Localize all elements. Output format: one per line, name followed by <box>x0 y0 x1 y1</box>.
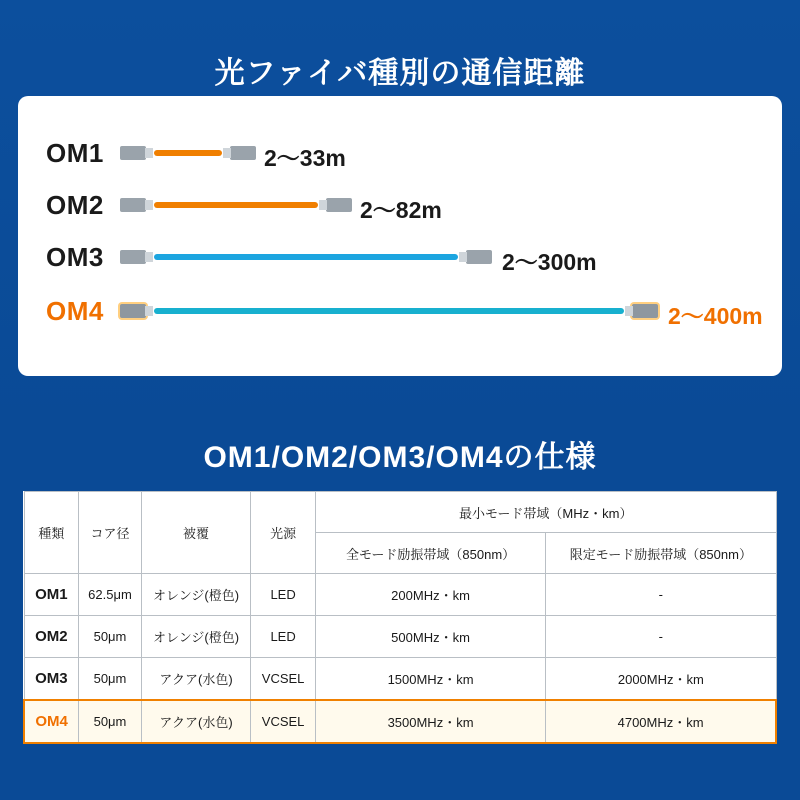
header-coating: 被覆 <box>141 492 250 574</box>
cable-wire <box>154 202 318 208</box>
connector-right-icon <box>632 304 658 318</box>
cell-coating: アクア(水色) <box>141 658 250 701</box>
spec-table-title: OM1/OM2/OM3/OM4の仕様 <box>203 441 597 474</box>
cell-type: OM1 <box>24 574 79 616</box>
cable-row-om3 <box>18 232 782 282</box>
connector-left-icon <box>120 304 146 318</box>
cell-source: LED <box>251 616 316 658</box>
cell-core: 50μm <box>79 616 142 658</box>
cable-row-label: OM4 <box>46 296 104 326</box>
cell-core: 62.5μm <box>79 574 142 616</box>
cell-band-full: 3500MHz・km <box>315 700 545 743</box>
cell-coating: オレンジ(橙色) <box>141 574 250 616</box>
cable-wire <box>154 308 624 314</box>
cable-graphic-om1 <box>120 142 256 164</box>
table-row <box>24 658 776 701</box>
cell-coating: オレンジ(橙色) <box>141 616 250 658</box>
cell-type: OM2 <box>24 616 79 658</box>
spec-table-body <box>24 574 776 744</box>
cable-graphic-om3 <box>120 246 492 268</box>
header-type: 種類 <box>24 492 79 574</box>
cable-graphic-om2 <box>120 194 352 216</box>
spec-table <box>23 491 777 744</box>
spec-table-head <box>24 492 776 574</box>
cell-core: 50μm <box>79 700 142 743</box>
cell-source: LED <box>251 574 316 616</box>
header-core: コア径 <box>79 492 142 574</box>
header-band-full: 全モード励振帯域（850nm） <box>315 533 545 574</box>
table-header-row <box>24 492 776 533</box>
cable-row-value: 2～400m <box>668 303 763 329</box>
table-row <box>24 616 776 658</box>
cable-row-value: 2～300m <box>502 249 597 275</box>
connector-left-icon <box>120 198 146 212</box>
table-row <box>24 574 776 616</box>
cell-band-limited: 2000MHz・km <box>546 658 776 701</box>
cable-row-om2 <box>18 180 782 230</box>
cable-graphic-om4 <box>120 300 658 322</box>
cell-band-limited: - <box>546 616 776 658</box>
cable-row-label: OM2 <box>46 190 104 220</box>
cable-distance-card <box>18 96 782 376</box>
cell-band-limited: - <box>546 574 776 616</box>
cable-row-label: OM3 <box>46 242 104 272</box>
cell-coating: アクア(水色) <box>141 700 250 743</box>
connector-right-icon <box>230 146 256 160</box>
cable-wire <box>154 254 458 260</box>
cable-row-om1 <box>18 128 782 178</box>
cell-band-full: 200MHz・km <box>315 574 545 616</box>
cell-type: OM4 <box>24 700 79 743</box>
cell-source: VCSEL <box>251 658 316 701</box>
cable-row-value: 2～82m <box>360 197 442 223</box>
connector-right-icon <box>466 250 492 264</box>
cable-row-value: 2～33m <box>264 145 346 171</box>
cell-source: VCSEL <box>251 700 316 743</box>
connector-left-icon <box>120 146 146 160</box>
chart-title: 光ファイバ種別の通信距離 <box>214 57 586 90</box>
cable-row-label: OM1 <box>46 138 104 168</box>
header-band-group: 最小モード帯域（MHz・km） <box>315 492 776 533</box>
connector-left-icon <box>120 250 146 264</box>
cell-band-limited: 4700MHz・km <box>546 700 776 743</box>
cable-row-om4 <box>18 286 782 336</box>
cell-core: 50μm <box>79 658 142 701</box>
cable-wire <box>154 150 222 156</box>
table-row-highlighted <box>24 700 776 743</box>
connector-right-icon <box>326 198 352 212</box>
cell-type: OM3 <box>24 658 79 701</box>
header-source: 光源 <box>251 492 316 574</box>
cell-band-full: 1500MHz・km <box>315 658 545 701</box>
spec-table-wrapper <box>23 491 777 744</box>
header-band-limited: 限定モード励振帯域（850nm） <box>546 533 776 574</box>
cell-band-full: 500MHz・km <box>315 616 545 658</box>
